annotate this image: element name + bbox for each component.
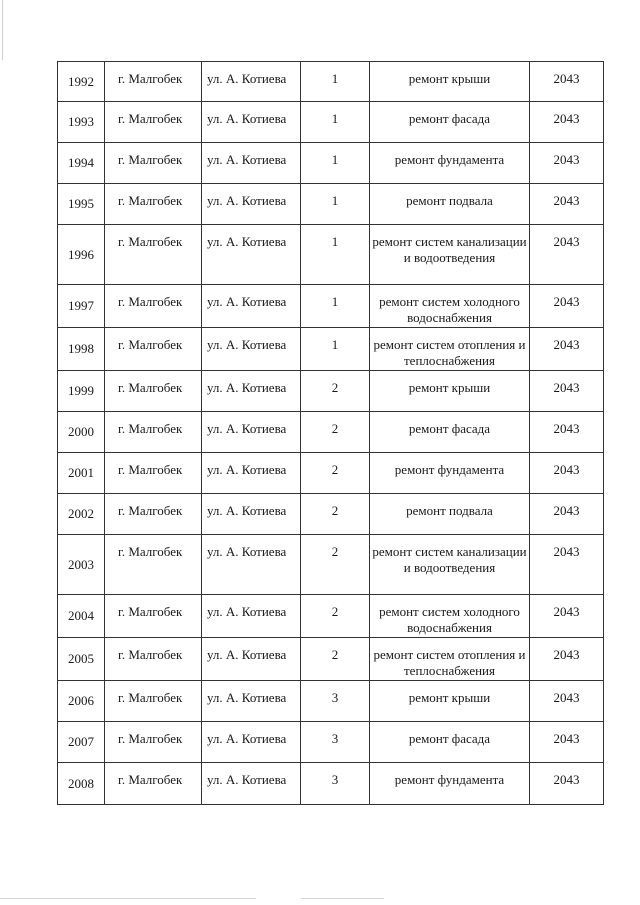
- house-number-cell-text: 2: [331, 503, 339, 518]
- planned-year-cell-text: 2043: [553, 462, 580, 477]
- city-cell: [105, 371, 202, 412]
- table-row: [58, 62, 604, 102]
- planned-year-cell-text: 2043: [553, 544, 580, 559]
- planned-year-cell: [530, 681, 604, 722]
- row-number-cell: [58, 184, 105, 225]
- table-row: [58, 763, 604, 805]
- house-number-cell: [301, 638, 370, 681]
- city-cell-text: г. Малгобек: [118, 71, 183, 86]
- house-number-cell: [301, 371, 370, 412]
- street-cell-text: ул. А. Котиева: [207, 152, 287, 167]
- house-number-cell: [301, 328, 370, 371]
- street-cell-text: ул. А. Котиева: [207, 503, 287, 518]
- city-cell-text: г. Малгобек: [118, 421, 183, 436]
- row-number-cell-text: 2002: [68, 506, 94, 521]
- city-cell-text: г. Малгобек: [118, 193, 183, 208]
- city-cell-text: г. Малгобек: [118, 647, 183, 662]
- house-number-cell: [301, 763, 370, 805]
- table-row: [58, 412, 604, 453]
- house-number-cell: [301, 453, 370, 494]
- planned-year-cell-text: 2043: [553, 604, 580, 619]
- city-cell-text: г. Малгобек: [118, 234, 183, 249]
- work-type-cell: [370, 453, 530, 494]
- street-cell-text: ул. А. Котиева: [207, 604, 287, 619]
- street-cell: [202, 328, 301, 371]
- work-type-cell: [370, 184, 530, 225]
- row-number-cell-text: 2003: [68, 556, 94, 572]
- row-number-cell: [58, 62, 105, 102]
- work-type-cell-text: ремонт фундамента: [394, 772, 505, 787]
- city-cell: [105, 453, 202, 494]
- house-number-cell: [301, 494, 370, 535]
- city-cell: [105, 535, 202, 595]
- work-type-cell-text: ремонт подвала: [406, 193, 493, 208]
- planned-year-cell-text: 2043: [553, 731, 580, 746]
- planned-year-cell: [530, 535, 604, 595]
- house-number-cell: [301, 595, 370, 638]
- city-cell: [105, 328, 202, 371]
- work-type-cell: [370, 681, 530, 722]
- table-row: [58, 143, 604, 184]
- house-number-cell-text: 1: [331, 111, 339, 126]
- street-cell: [202, 412, 301, 453]
- planned-year-cell-text: 2043: [553, 152, 580, 167]
- work-type-cell: [370, 285, 530, 328]
- street-cell: [202, 371, 301, 412]
- row-number-cell-text: 2008: [68, 775, 94, 791]
- planned-year-cell-text: 2043: [553, 193, 580, 208]
- work-type-cell: [370, 225, 530, 285]
- planned-year-cell: [530, 763, 604, 805]
- work-type-cell-text: ремонт фасада: [408, 111, 491, 126]
- planned-year-cell: [530, 722, 604, 763]
- table-row: [58, 184, 604, 225]
- street-cell: [202, 494, 301, 535]
- scan-edge: [0, 898, 640, 899]
- street-cell-text: ул. А. Котиева: [207, 772, 287, 787]
- city-cell-text: г. Малгобек: [118, 294, 183, 309]
- street-cell-text: ул. А. Котиева: [207, 193, 287, 208]
- planned-year-cell-text: 2043: [553, 690, 580, 705]
- planned-year-cell-text: 2043: [553, 111, 580, 126]
- house-number-cell: [301, 184, 370, 225]
- scan-edge: [2, 0, 3, 60]
- street-cell-text: ул. А. Котиева: [207, 234, 287, 249]
- planned-year-cell: [530, 102, 604, 143]
- city-cell-text: г. Малгобек: [118, 503, 183, 518]
- planned-year-cell-text: 2043: [553, 337, 580, 352]
- work-type-cell-text: ремонт крыши: [408, 690, 491, 705]
- planned-year-cell-text: 2043: [553, 380, 580, 395]
- city-cell: [105, 62, 202, 102]
- planned-year-cell: [530, 184, 604, 225]
- house-number-cell: [301, 412, 370, 453]
- row-number-cell: [58, 412, 105, 453]
- row-number-cell-text: 1994: [68, 155, 94, 170]
- street-cell: [202, 143, 301, 184]
- house-number-cell-text: 1: [331, 193, 339, 208]
- table-row: [58, 494, 604, 535]
- street-cell-text: ул. А. Котиева: [207, 421, 287, 436]
- house-number-cell: [301, 535, 370, 595]
- table-row: [58, 595, 604, 638]
- row-number-cell: [58, 371, 105, 412]
- city-cell: [105, 412, 202, 453]
- street-cell: [202, 535, 301, 595]
- row-number-cell-text: 2001: [68, 465, 94, 480]
- house-number-cell: [301, 225, 370, 285]
- city-cell-text: г. Малгобек: [118, 462, 183, 477]
- house-number-cell: [301, 681, 370, 722]
- work-type-cell: [370, 763, 530, 805]
- work-type-cell-text: ремонт крыши: [408, 71, 491, 86]
- house-number-cell-text: 3: [331, 731, 339, 746]
- house-number-cell-text: 1: [331, 234, 339, 249]
- house-number-cell-text: 1: [331, 152, 339, 167]
- street-cell: [202, 184, 301, 225]
- street-cell-text: ул. А. Котиева: [207, 294, 287, 309]
- row-number-cell-text: 1995: [68, 196, 94, 211]
- street-cell-text: ул. А. Котиева: [207, 544, 287, 559]
- table-row: [58, 225, 604, 285]
- table-row: [58, 102, 604, 143]
- city-cell-text: г. Малгобек: [118, 690, 183, 705]
- city-cell: [105, 722, 202, 763]
- table-row: [58, 371, 604, 412]
- work-type-cell-text: ремонт фасада: [408, 421, 491, 436]
- street-cell-text: ул. А. Котиева: [207, 71, 287, 86]
- work-type-cell: [370, 535, 530, 595]
- planned-year-cell: [530, 225, 604, 285]
- street-cell-text: ул. А. Котиева: [207, 380, 287, 395]
- row-number-cell-text: 1993: [68, 114, 94, 129]
- work-type-cell: [370, 412, 530, 453]
- city-cell: [105, 494, 202, 535]
- table-row: [58, 638, 604, 681]
- house-number-cell: [301, 143, 370, 184]
- table-row: [58, 328, 604, 371]
- street-cell: [202, 285, 301, 328]
- table-body: [58, 62, 604, 805]
- planned-year-cell: [530, 412, 604, 453]
- work-type-cell: [370, 595, 530, 638]
- house-number-cell: [301, 285, 370, 328]
- street-cell: [202, 638, 301, 681]
- row-number-cell: [58, 143, 105, 184]
- row-number-cell: [58, 285, 105, 328]
- street-cell: [202, 453, 301, 494]
- row-number-cell: [58, 722, 105, 763]
- house-number-cell: [301, 102, 370, 143]
- city-cell: [105, 681, 202, 722]
- work-type-cell: [370, 371, 530, 412]
- row-number-cell: [58, 535, 105, 595]
- street-cell: [202, 595, 301, 638]
- city-cell: [105, 638, 202, 681]
- row-number-cell: [58, 328, 105, 371]
- row-number-cell-text: 1992: [68, 73, 94, 89]
- planned-year-cell-text: 2043: [553, 234, 580, 249]
- house-number-cell-text: 1: [331, 337, 339, 352]
- row-number-cell-text: 1996: [68, 246, 94, 262]
- table-row: [58, 285, 604, 328]
- street-cell: [202, 681, 301, 722]
- house-number-cell-text: 1: [331, 71, 339, 86]
- street-cell: [202, 102, 301, 143]
- work-type-cell: [370, 328, 530, 371]
- city-cell-text: г. Малгобек: [118, 772, 183, 787]
- house-number-cell: [301, 722, 370, 763]
- row-number-cell: [58, 638, 105, 681]
- row-number-cell: [58, 102, 105, 143]
- work-type-cell-text: ремонт систем канализации и водоотведения: [372, 234, 527, 265]
- work-type-cell-text: ремонт систем отопления и теплоснабжения: [373, 647, 526, 678]
- row-number-cell: [58, 681, 105, 722]
- planned-year-cell: [530, 453, 604, 494]
- work-type-cell-text: ремонт фасада: [408, 731, 491, 746]
- house-number-cell-text: 3: [331, 772, 339, 787]
- work-type-cell-text: ремонт систем холодного водоснабжения: [379, 604, 520, 635]
- street-cell-text: ул. А. Котиева: [207, 337, 287, 352]
- row-number-cell-text: 2006: [68, 693, 94, 708]
- planned-year-cell: [530, 62, 604, 102]
- city-cell: [105, 763, 202, 805]
- house-number-cell-text: 2: [331, 604, 339, 619]
- table-row: [58, 681, 604, 722]
- row-number-cell: [58, 225, 105, 285]
- work-type-cell: [370, 102, 530, 143]
- street-cell-text: ул. А. Котиева: [207, 111, 287, 126]
- row-number-cell-text: 2000: [68, 424, 94, 439]
- street-cell: [202, 62, 301, 102]
- row-number-cell: [58, 595, 105, 638]
- planned-year-cell-text: 2043: [553, 71, 580, 86]
- planned-year-cell: [530, 328, 604, 371]
- city-cell-text: г. Малгобек: [118, 337, 183, 352]
- row-number-cell-text: 2005: [68, 651, 94, 666]
- city-cell: [105, 595, 202, 638]
- street-cell-text: ул. А. Котиева: [207, 647, 287, 662]
- work-type-cell-text: ремонт систем канализации и водоотведения: [372, 544, 527, 575]
- planned-year-cell-text: 2043: [553, 647, 580, 662]
- city-cell-text: г. Малгобек: [118, 544, 183, 559]
- planned-year-cell-text: 2043: [553, 294, 580, 309]
- house-number-cell-text: 2: [331, 544, 339, 559]
- house-number-cell-text: 3: [331, 690, 339, 705]
- work-type-cell: [370, 638, 530, 681]
- city-cell-text: г. Малгобек: [118, 604, 183, 619]
- city-cell-text: г. Малгобек: [118, 731, 183, 746]
- house-number-cell-text: 1: [331, 294, 339, 309]
- street-cell-text: ул. А. Котиева: [207, 462, 287, 477]
- planned-year-cell: [530, 143, 604, 184]
- street-cell: [202, 225, 301, 285]
- planned-year-cell: [530, 595, 604, 638]
- work-type-cell: [370, 143, 530, 184]
- planned-year-cell: [530, 638, 604, 681]
- city-cell: [105, 143, 202, 184]
- row-number-cell-text: 2007: [68, 734, 94, 749]
- street-cell-text: ул. А. Котиева: [207, 731, 287, 746]
- city-cell-text: г. Малгобек: [118, 380, 183, 395]
- city-cell: [105, 225, 202, 285]
- planned-year-cell-text: 2043: [553, 503, 580, 518]
- work-type-cell-text: ремонт подвала: [406, 503, 493, 518]
- city-cell: [105, 184, 202, 225]
- row-number-cell-text: 1997: [68, 298, 94, 313]
- work-type-cell-text: ремонт фундамента: [394, 152, 505, 167]
- work-type-cell: [370, 494, 530, 535]
- street-cell: [202, 722, 301, 763]
- row-number-cell-text: 1999: [68, 383, 94, 398]
- table-row: [58, 453, 604, 494]
- street-cell: [202, 763, 301, 805]
- street-cell-text: ул. А. Котиева: [207, 690, 287, 705]
- work-type-cell: [370, 62, 530, 102]
- row-number-cell-text: 2004: [68, 608, 94, 623]
- house-number-cell-text: 2: [331, 421, 339, 436]
- city-cell-text: г. Малгобек: [118, 111, 183, 126]
- row-number-cell: [58, 453, 105, 494]
- table-row: [58, 722, 604, 763]
- city-cell-text: г. Малгобек: [118, 152, 183, 167]
- work-type-cell: [370, 722, 530, 763]
- work-type-cell-text: ремонт систем отопления и теплоснабжения: [373, 337, 526, 368]
- planned-year-cell-text: 2043: [553, 421, 580, 436]
- work-type-cell-text: ремонт систем холодного водоснабжения: [379, 294, 520, 325]
- planned-year-cell: [530, 371, 604, 412]
- planned-year-cell: [530, 494, 604, 535]
- city-cell: [105, 285, 202, 328]
- table-row: [58, 535, 604, 595]
- house-number-cell-text: 2: [331, 647, 339, 662]
- row-number-cell-text: 1998: [68, 341, 94, 356]
- work-type-cell-text: ремонт крыши: [408, 380, 491, 395]
- city-cell: [105, 102, 202, 143]
- work-type-cell-text: ремонт фундамента: [394, 462, 505, 477]
- planned-year-cell: [530, 285, 604, 328]
- planned-year-cell-text: 2043: [553, 772, 580, 787]
- repair-works-table: [57, 61, 604, 805]
- row-number-cell: [58, 494, 105, 535]
- house-number-cell-text: 2: [331, 462, 339, 477]
- row-number-cell: [58, 763, 105, 805]
- house-number-cell: [301, 62, 370, 102]
- house-number-cell-text: 2: [331, 380, 339, 395]
